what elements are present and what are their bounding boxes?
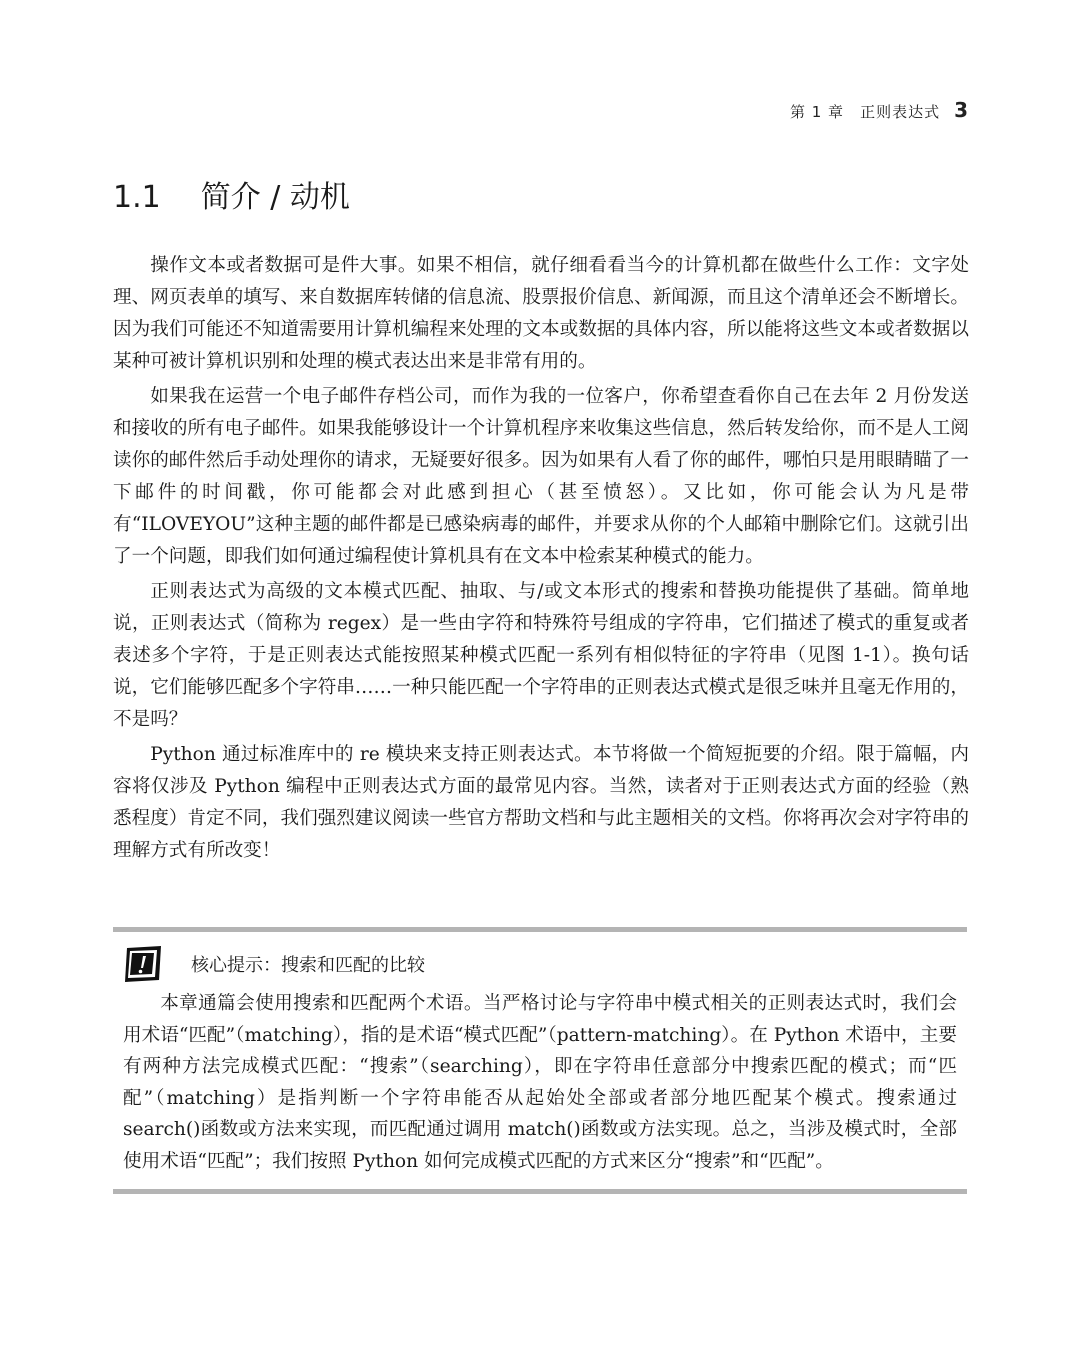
exclamation-note-icon <box>121 944 165 984</box>
section-title: 简介 / 动机 <box>200 180 350 215</box>
header-chapter-title: 正则表达式 <box>860 103 941 121</box>
body-text <box>113 250 969 870</box>
paragraph: 正则表达式为高级的文本模式匹配、抽取、与/或文本形式的搜索和替换功能提供了基础。简单地说，正则表达式（简称为 regex）是一些由字符和特殊符号组成的字符串，它们描述了模式的重复或者表述多个字符，于是正则表达式能按照某种模式匹配一系列有相似特征的字符串（见图 1-1）。换句话说，它们能够匹配多个字符串……一种只能匹配一个字符串的正则表达式模式是很乏味并且毫无作用的，不是吗？ <box>113 581 969 730</box>
header-chapter: 第 1 章 <box>789 103 845 121</box>
page-number: 3 <box>954 98 968 122</box>
paragraph: 如果我在运营一个电子邮件存档公司，而作为我的一位客户，你希望查看你自己在去年 2 月份发送和接收的所有电子邮件。如果我能够设计一个计算机程序来收集这些信息，然后转发给你，而不是人工阅读你的邮件然后手动处理你的请求，无疑要好很多。因为如果有人看了你的邮件，哪怕只是用眼睛瞄了一下邮件的时间戳，你可能都会对此感到担心（甚至愤怒）。又比如，你可能会认为凡是带有“ILOVEYOU”这种主题的邮件都是已感染病毒的邮件，并要求从你的个人邮箱中删除它们。这就引出了一个问题，即我们如何通过编程使计算机具有在文本中检索某种模式的能力。 <box>113 386 969 567</box>
core-tip-box <box>113 927 967 1194</box>
paragraph: Python 通过标准库中的 re 模块来支持正则表达式。本节将做一个简短扼要的介绍。限于篇幅，内容将仅涉及 Python 编程中正则表达式方面的最常见内容。当然，读者对于正则表达式方面的经验（熟悉程度）肯定不同，我们强烈建议阅读一些官方帮助文档和与此主题相关的文档。你将再次会对字符串的理解方式有所改变！ <box>113 744 969 861</box>
paragraph: 操作文本或者数据可是件大事。如果不相信，就仔细看看当今的计算机都在做些什么工作：文字处理、网页表单的填写、来自数据库转储的信息流、股票报价信息、新闻源，而且这个清单还会不断增长。因为我们可能还不知道需要用计算机编程来处理的文本或数据的具体内容，所以能将这些文本或者数据以某种可被计算机识别和处理的模式表达出来是非常有用的。 <box>113 255 969 372</box>
running-header <box>790 98 968 122</box>
tip-title: 核心提示：搜索和匹配的比较 <box>191 955 425 976</box>
tip-body <box>113 988 967 1177</box>
tip-header <box>113 944 967 984</box>
section-number: 1.1 <box>113 180 161 215</box>
section-heading <box>113 172 350 216</box>
tip-paragraph: 本章通篇会使用搜索和匹配两个术语。当严格讨论与字符串中模式相关的正则表达式时，我们会用术语“匹配”（matching），指的是术语“模式匹配”（pattern-matching）。在 Python 术语中，主要有两种方法完成模式匹配：“搜索”（searching），即在字符串任意部分中搜索匹配的模式；而“匹配”（matching）是指判断一个字符串能否从起始处全部或者部分地匹配某个模式。搜索通过 search()函数或方法来实现，而匹配通过调用 match()函数或方法实现。总之，当涉及模式时，全部使用术语“匹配”；我们按照 Python 如何完成模式匹配的方式来区分“搜索”和“匹配”。 <box>123 993 957 1172</box>
